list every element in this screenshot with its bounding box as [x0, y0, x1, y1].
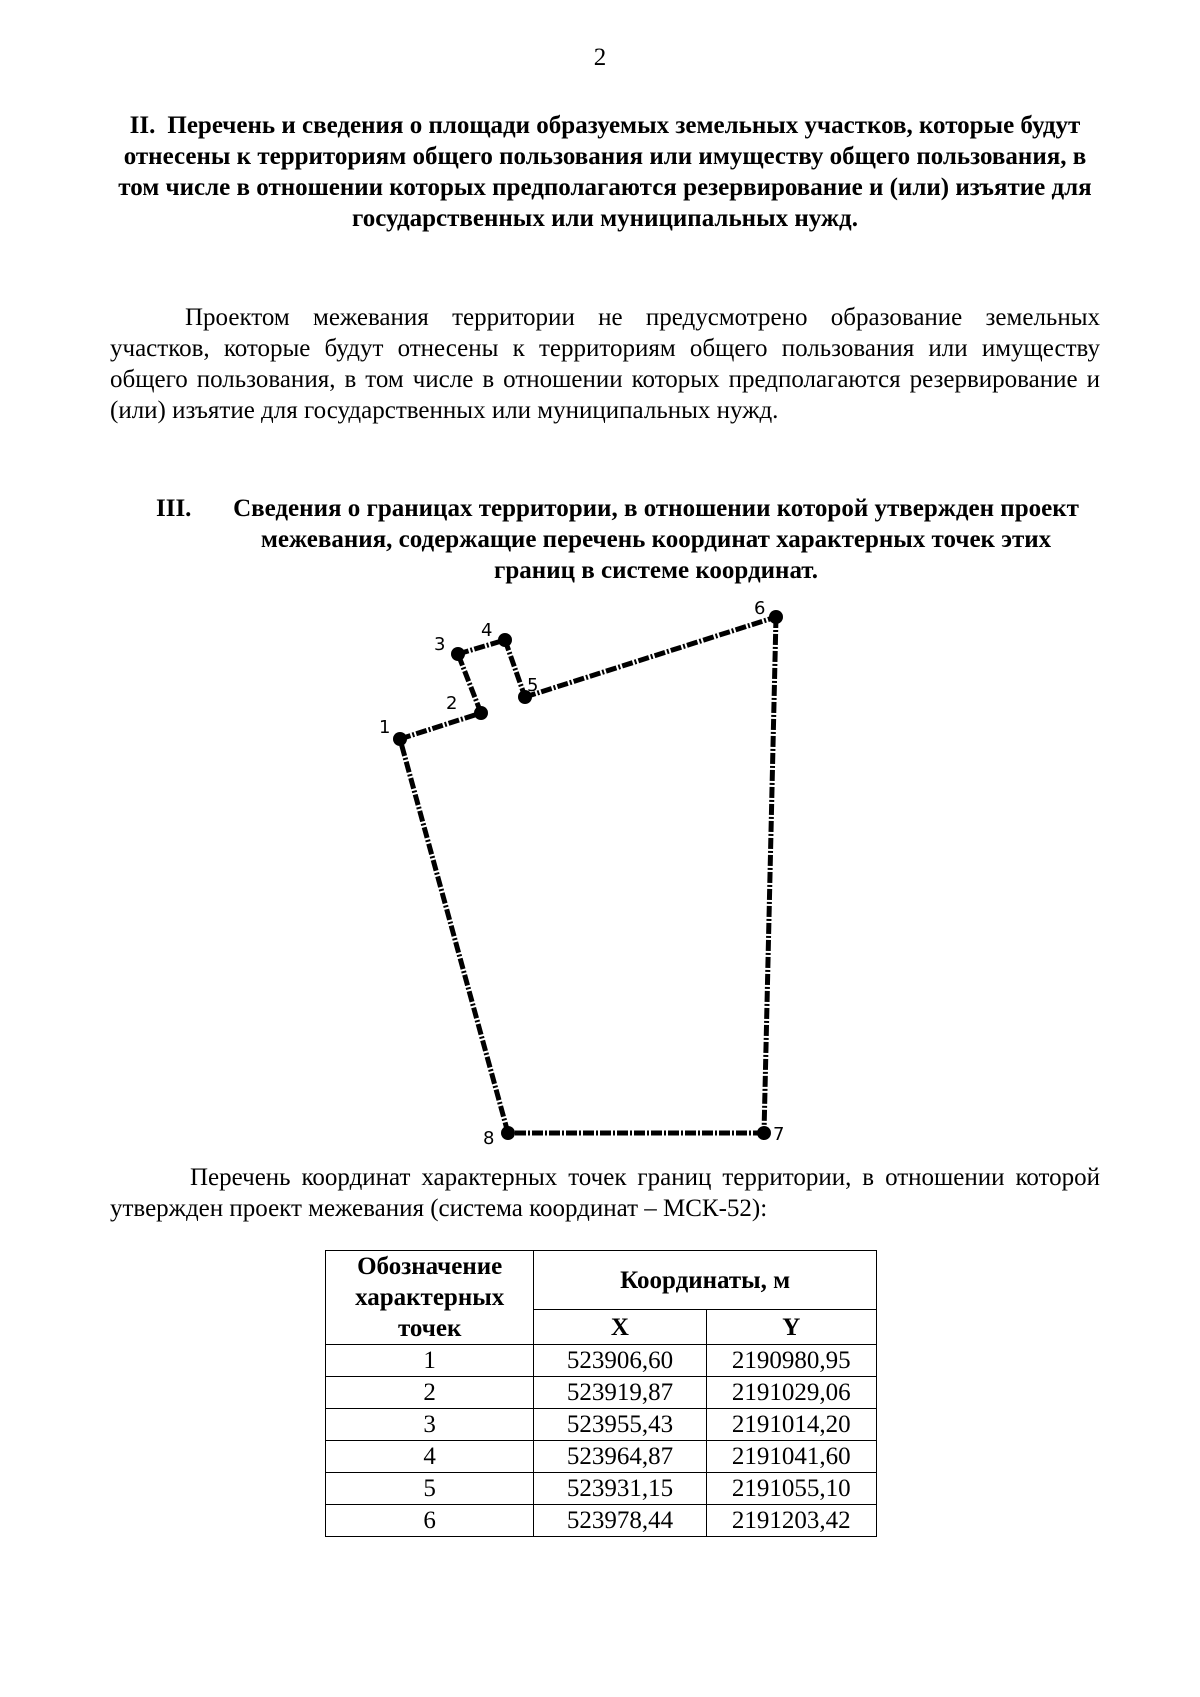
point-label: 7	[773, 1124, 785, 1145]
cell-y: 2191055,10	[706, 1473, 876, 1505]
cell-y: 2191203,42	[706, 1505, 876, 1537]
boundary-segment	[458, 640, 505, 654]
cell-x: 523964,87	[534, 1441, 706, 1473]
boundary-point	[474, 706, 488, 720]
point-label: 2	[446, 693, 458, 714]
point-label: 3	[434, 634, 446, 655]
cell-y: 2191014,20	[706, 1409, 876, 1441]
section-3-title: Сведения о границах территории, в отношении которой утвержден проект межевания, содержащие перечень координат характерных точек этих границ в системе координат.	[233, 495, 1079, 584]
point-label: 1	[379, 717, 391, 738]
page-number: 2	[593, 44, 607, 71]
table-row	[326, 1377, 877, 1409]
boundary-segment	[505, 640, 525, 697]
cell-x: 523919,87	[534, 1377, 706, 1409]
point-label: 6	[754, 598, 766, 619]
point-label: 5	[527, 675, 539, 696]
cell-point: 2	[326, 1377, 534, 1409]
boundary-segment	[400, 713, 481, 739]
point-label: 4	[481, 620, 493, 641]
paragraph-no-public-land: Проектом межевания территории не предусмотрено образование земельных участков, которые будут отнесены к территориям общего пользования или имуществу общего пользования, в том числе в отношении которых предполагаются резервирование и (или) изъятие для государственных или муниципальных нужд.	[110, 304, 1100, 424]
boundary-point	[501, 1126, 515, 1140]
section-2-title: Перечень и сведения о площади образуемых земельных участков, которые будут отнесены к территориям общего пользования или имуществу общего пользования, в том числе в отношении которых предполагаются резервирование и (или) изъятие для государственных или муниципальных нужд.	[118, 112, 1092, 232]
cell-point: 4	[326, 1441, 534, 1473]
cell-x: 523931,15	[534, 1473, 706, 1505]
boundary-segment	[525, 617, 776, 697]
coordinates-table	[325, 1250, 877, 1537]
paragraph-coordinate-list-intro: Перечень координат характерных точек границ территории, в отношении которой утвержден проект межевания (система координат – МСК-52):	[110, 1164, 1100, 1222]
header-y: Y	[706, 1310, 876, 1345]
boundary-point	[451, 647, 465, 661]
header-x: X	[534, 1310, 706, 1345]
header-coordinates: Координаты, м	[534, 1251, 877, 1310]
boundary-point	[757, 1126, 771, 1140]
cell-y: 2191041,60	[706, 1441, 876, 1473]
boundary-point	[498, 633, 512, 647]
cell-point: 5	[326, 1473, 534, 1505]
cell-x: 523955,43	[534, 1409, 706, 1441]
cell-x: 523978,44	[534, 1505, 706, 1537]
boundary-point	[769, 610, 783, 624]
section-2-number: II.	[129, 112, 156, 139]
cell-x: 523906,60	[534, 1345, 706, 1377]
table-row	[326, 1505, 877, 1537]
boundary-segment	[458, 654, 481, 713]
cell-y: 2191029,06	[706, 1377, 876, 1409]
table-row	[326, 1409, 877, 1441]
cell-point: 3	[326, 1409, 534, 1441]
table-row	[326, 1441, 877, 1473]
boundary-segment	[764, 617, 776, 1133]
point-label: 8	[483, 1128, 495, 1149]
header-point-designation: Обозначение характерных точек	[326, 1251, 534, 1345]
table-row	[326, 1345, 877, 1377]
boundary-segment	[400, 739, 508, 1133]
cell-y: 2190980,95	[706, 1345, 876, 1377]
section-3-number: III.	[156, 495, 192, 522]
cell-point: 6	[326, 1505, 534, 1537]
boundary-point	[393, 732, 407, 746]
table-row	[326, 1473, 877, 1505]
cell-point: 1	[326, 1345, 534, 1377]
